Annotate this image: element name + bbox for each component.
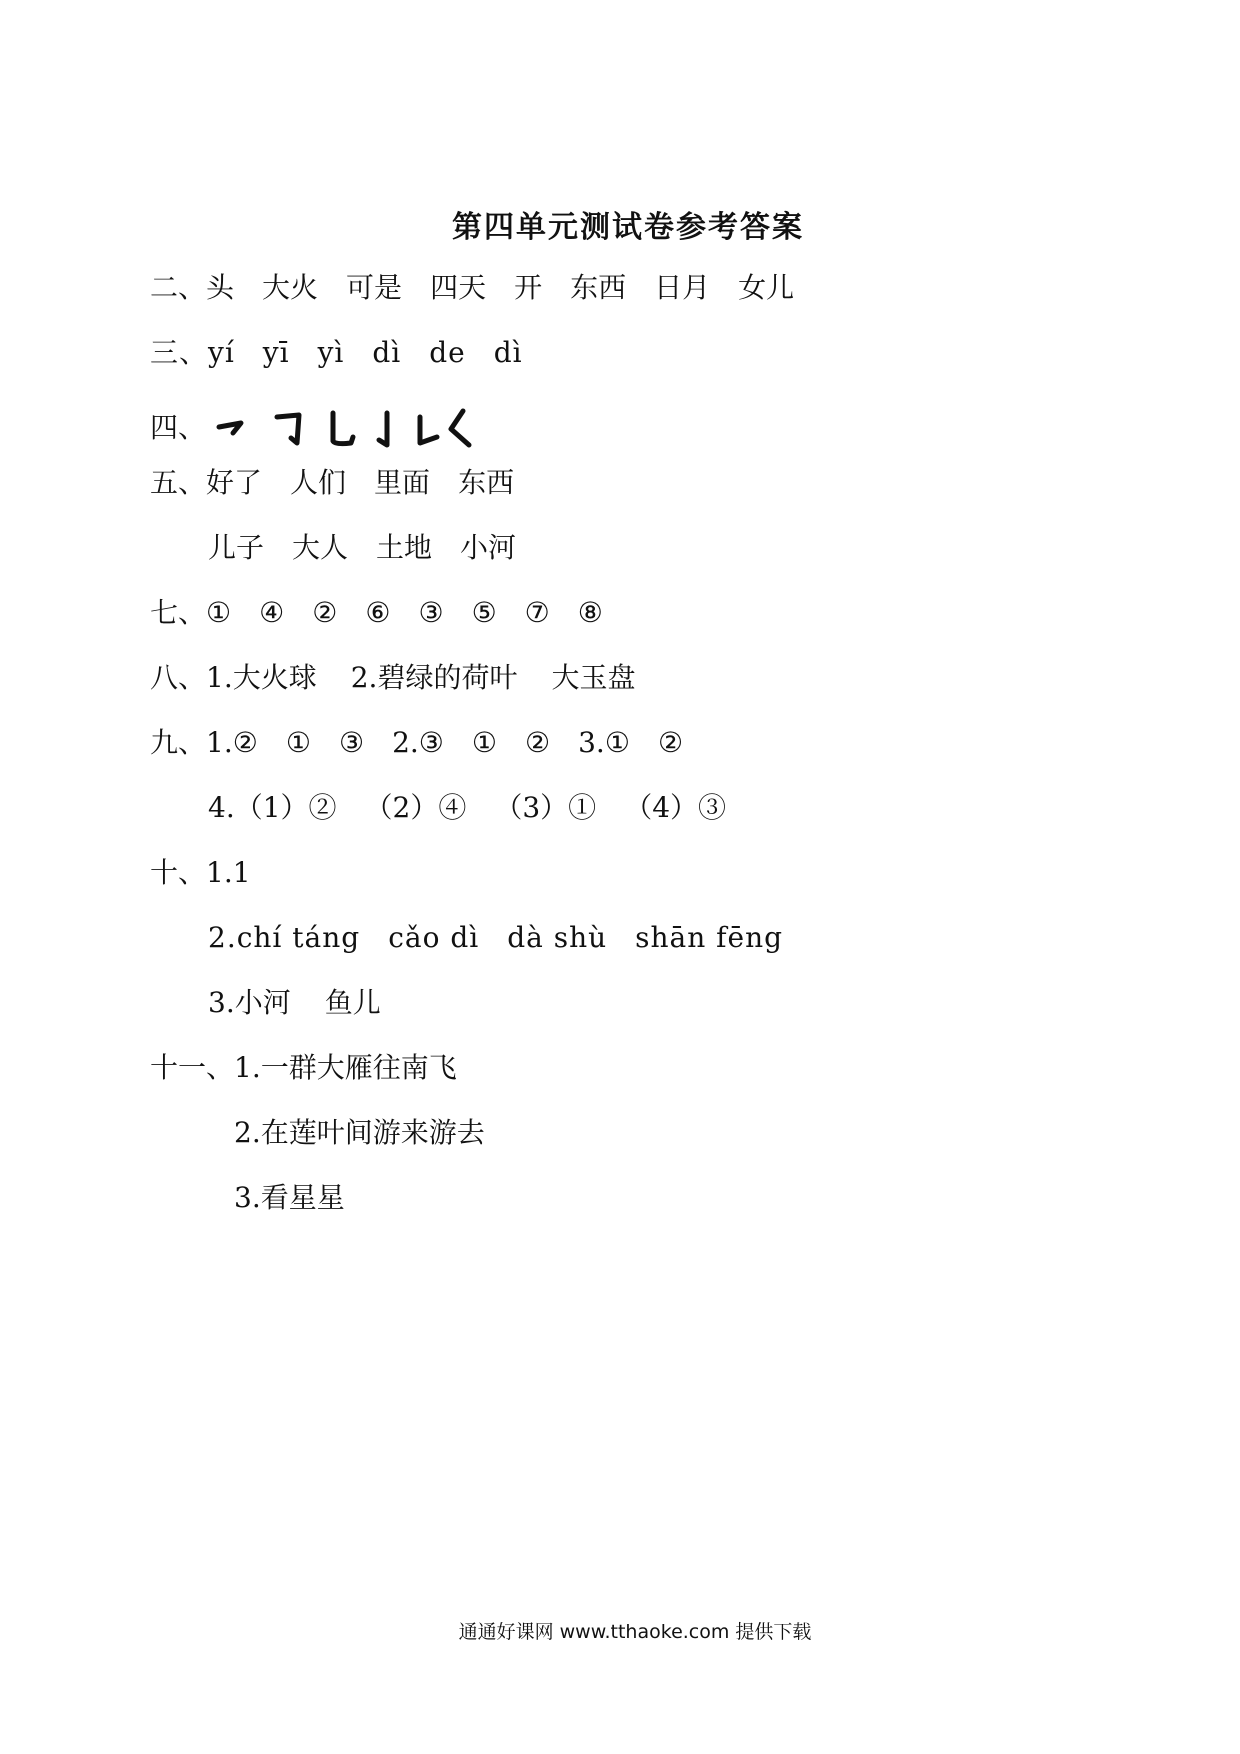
answer-item: ②	[312, 596, 338, 629]
answer-item: 2.碧绿的荷叶	[350, 661, 518, 694]
answer-item: 3.看星星	[234, 1181, 345, 1214]
answer-item: ⑧	[577, 596, 603, 629]
section-label: 二、	[150, 271, 207, 304]
answer-section-10-line-3	[208, 985, 409, 1021]
answer-item: 人们	[290, 466, 347, 499]
answer-item: （4）③	[624, 791, 727, 824]
answer-item: 1.1	[206, 856, 251, 889]
answer-item: 1.②	[206, 726, 258, 759]
pinyin-item: cǎo dì	[388, 921, 480, 954]
section-label: 十一、	[150, 1051, 235, 1084]
pinyin-item: shān fēng	[635, 921, 784, 954]
answer-section-4	[150, 405, 515, 453]
answer-item: 日月	[654, 271, 711, 304]
stroke-glyphs	[215, 405, 515, 453]
answer-item: ③	[418, 596, 444, 629]
pinyin-item: 2.chí táng	[208, 921, 361, 954]
answer-item: ④	[259, 596, 285, 629]
answer-item: 头	[206, 271, 235, 304]
answer-item: 小河	[460, 531, 517, 564]
stroke-shu-ti	[420, 417, 437, 443]
stroke-heng-zhe-gou	[277, 415, 299, 443]
section-label: 十、	[150, 856, 207, 889]
answer-item: 好了	[206, 466, 263, 499]
pinyin-item: de	[429, 336, 466, 369]
answer-item: ⑦	[524, 596, 550, 629]
answer-item: 儿子	[208, 531, 265, 564]
pinyin-item: yì	[317, 336, 345, 369]
answer-item: ①	[285, 726, 311, 759]
pinyin-item: yí	[208, 336, 235, 369]
answer-item: 大火	[262, 271, 319, 304]
answer-section-2	[150, 270, 822, 306]
answer-item: ⑥	[365, 596, 391, 629]
answer-item: （3）①	[494, 791, 597, 824]
answer-item: ③	[338, 726, 365, 759]
answer-item: 开	[514, 271, 543, 304]
answer-section-10-line-2	[208, 920, 811, 956]
answer-item: ①	[206, 596, 232, 629]
answer-item: 大人	[292, 531, 349, 564]
pinyin-item: dì	[372, 336, 402, 369]
answer-item: ②	[525, 726, 551, 759]
answer-section-11-line-2	[234, 1115, 513, 1151]
page-footer: 通通好课网 www.tthaoke.com 提供下载	[458, 1621, 812, 1643]
answer-item: （2）④	[364, 791, 467, 824]
section-label: 五、	[150, 466, 207, 499]
stroke-pie-dian	[451, 411, 469, 445]
answer-section-9	[150, 725, 711, 761]
answer-section-5	[150, 465, 542, 501]
answer-item: ①	[471, 726, 497, 759]
answer-item: 3.①	[578, 726, 630, 759]
section-label: 三、	[150, 336, 209, 369]
pinyin-item: yī	[262, 336, 290, 369]
answer-item: 女儿	[738, 271, 795, 304]
stroke-shu-wan-gou	[333, 413, 353, 444]
answer-item: 4.（1）②	[208, 791, 337, 824]
answer-item: 鱼儿	[324, 986, 381, 1019]
answer-item: 东西	[570, 271, 627, 304]
answer-section-8	[150, 660, 669, 696]
answer-section-3	[150, 335, 551, 371]
answer-item: 1.一群大雁往南飞	[234, 1051, 457, 1084]
section-label: 八、	[150, 661, 207, 694]
answer-item: 里面	[374, 466, 431, 499]
stroke-shu-gou	[379, 413, 387, 445]
answer-item: 土地	[376, 531, 433, 564]
section-label: 四、	[150, 410, 207, 444]
answer-item: 四天	[430, 271, 487, 304]
answer-section-7	[150, 595, 631, 631]
answer-section-11	[150, 1050, 485, 1086]
answer-item: 大玉盘	[551, 661, 636, 694]
answer-item: 可是	[346, 271, 403, 304]
answer-section-5-line-2	[208, 530, 544, 566]
answer-item: 1.大火球	[206, 661, 317, 694]
section-label: 七、	[150, 596, 207, 629]
stroke-heng-pie	[219, 423, 241, 433]
answer-item: 2.在莲叶间游来游去	[234, 1116, 485, 1149]
answer-item: ⑤	[471, 596, 497, 629]
answer-item: ②	[657, 726, 684, 759]
answer-section-10	[150, 855, 279, 891]
answer-item: 东西	[458, 466, 515, 499]
answer-section-9-line-2	[208, 790, 754, 826]
pinyin-item: dì	[493, 336, 523, 369]
answer-item: 2.③	[392, 726, 444, 759]
pinyin-item: dà shù	[507, 921, 608, 954]
answer-item: 3.小河	[208, 986, 291, 1019]
page-title: 第四单元测试卷参考答案	[452, 210, 804, 245]
answer-section-11-line-3	[234, 1180, 373, 1216]
section-label: 九、	[150, 726, 207, 759]
